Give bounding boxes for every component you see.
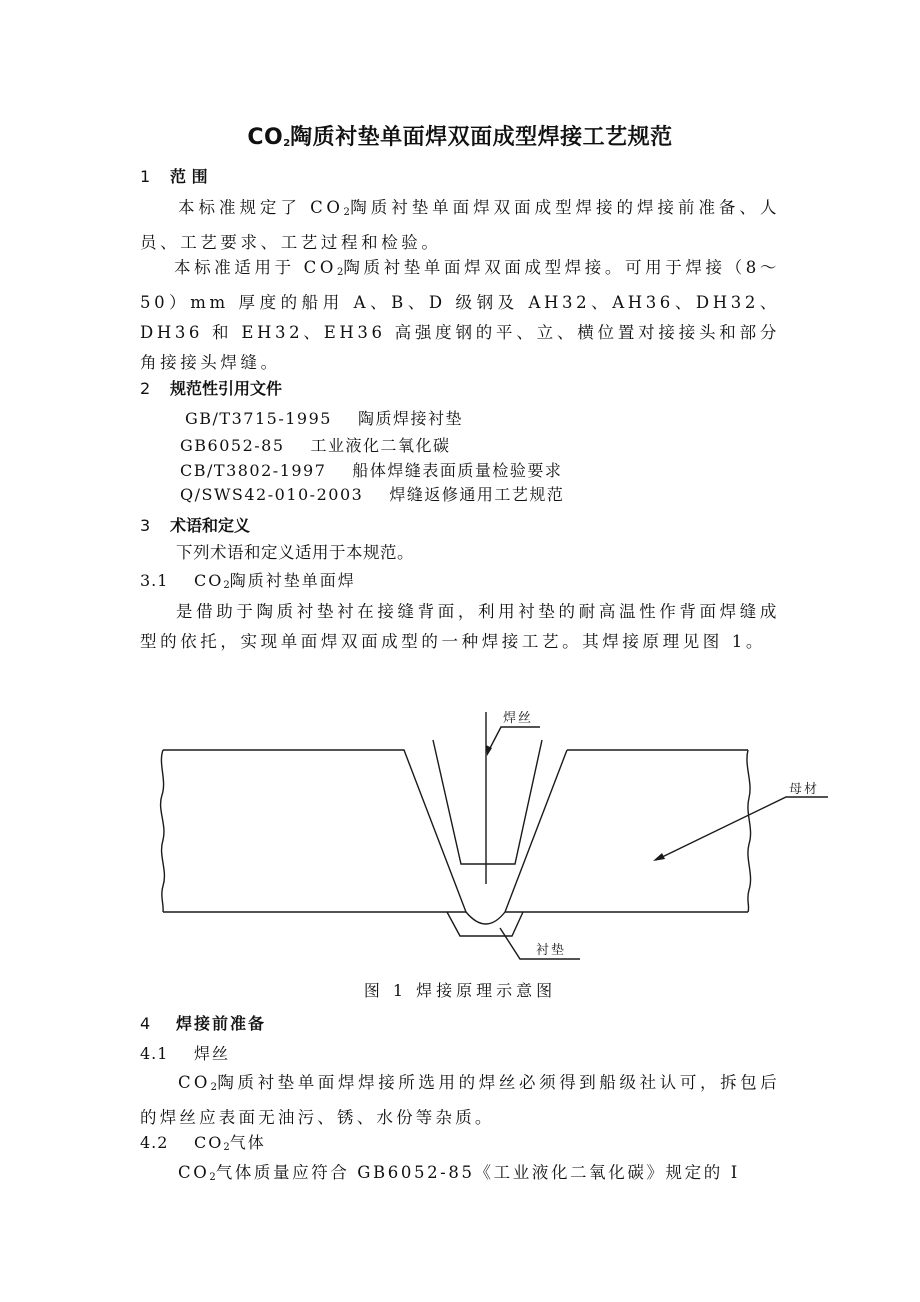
label-base: 母材: [789, 782, 820, 797]
subsection-4-1-paragraph: $CO_2$陶质衬垫单面焊焊接所选用的焊丝必须得到船级社认可，拆包后的焊丝应表面无油污、锈、水份等杂质。: [140, 1073, 780, 1127]
base-leader-line: [656, 797, 828, 860]
welding-nozzle: [433, 740, 542, 864]
section-3-intro: 下列术语和定义适用于本规范。: [176, 543, 414, 562]
figure-caption: 图 1 焊接原理示意图: [363, 981, 557, 1000]
section-3-heading: 3 术语和定义: [140, 516, 251, 535]
subsection-4-2-heading: 4.2 $CO_2$气体: [140, 1133, 266, 1153]
subsection-4-2-paragraph: $CO_2$气体质量应符合 GB6052-85《工业液化二氧化碳》规定的 I: [178, 1163, 740, 1183]
reference-item: Q/SWS42-010-2003 焊缝返修通用工艺规范: [180, 485, 565, 504]
weld-bead: [466, 912, 505, 924]
wire-leader-line: [489, 727, 540, 750]
section-4-heading: 4 焊接前准备: [140, 1014, 267, 1033]
reference-item: GB/T3715-1995 陶质焊接衬垫: [185, 409, 463, 428]
reference-item: CB/T3802-1997 船体焊缝表面质量检验要求: [180, 461, 563, 480]
section-1-heading: 1 范 围: [140, 167, 208, 186]
document-title: $CO_2$陶质衬垫单面焊双面成型焊接工艺规范: [247, 125, 673, 150]
plate-left-edge: [161, 750, 165, 912]
subsection-3-1-heading: 3.1 $CO_2$陶质衬垫单面焊: [140, 571, 356, 591]
welding-principle-diagram: [0, 700, 920, 1000]
section-1-paragraph-2: 本标准适用于 $CO_2$陶质衬垫单面焊双面成型焊接。可用于焊接（8～50）mm 厚度的船用 A、B、D 级钢及 AH32、AH36、DH32、DH36 和 EH32、EH36 高强度钢的平、立、横位置对接接头和部分角接接头焊缝。: [140, 258, 780, 372]
subsection-3-1-paragraph: 是借助于陶质衬垫衬在接缝背面，利用衬垫的耐高温性作背面焊缝成型的依托，实现单面焊双面成型的一种焊接工艺。其焊接原理见图 1。: [140, 602, 780, 651]
reference-item: GB6052-85 工业液化二氧化碳: [180, 436, 451, 455]
section-1-paragraph-1: 本标准规定了 $CO_2$陶质衬垫单面焊双面成型焊接的焊接前准备、人员、工艺要求、工艺过程和检验。: [140, 198, 780, 252]
base-plate-left: [163, 750, 466, 912]
base-plate-right: [505, 750, 748, 912]
section-2-heading: 2 规范性引用文件: [140, 379, 283, 398]
label-wire: 焊丝: [503, 711, 534, 726]
label-backing: 衬垫: [536, 943, 567, 958]
subsection-4-1-heading: 4.1 焊丝: [140, 1044, 231, 1063]
plate-right-edge: [747, 750, 751, 912]
base-arrow-icon: [653, 853, 665, 861]
